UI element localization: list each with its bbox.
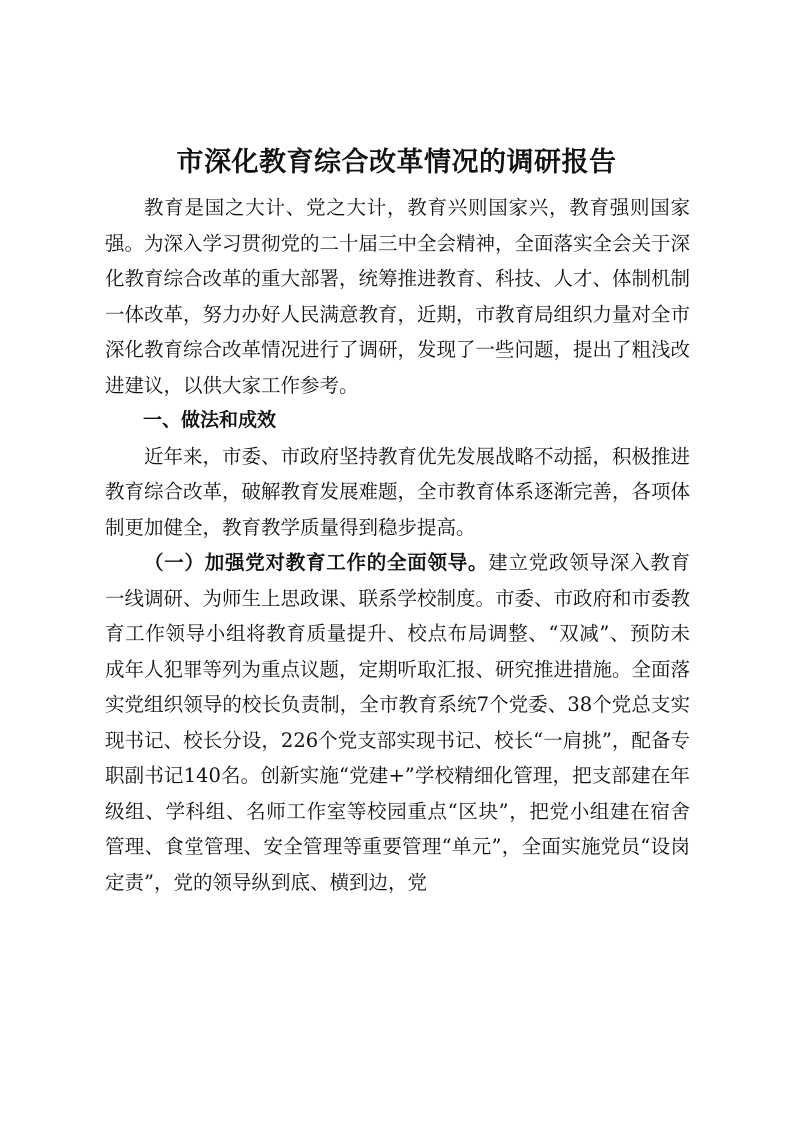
- subsection-text: 建立党政领导深入教育一线调研、为师生上思政课、联系学校制度。市委、市政府和市委教育工作领导小组将教育质量提升、校点布局调整、“双减”、预防未成年人犯罪等列为重点议题，定期听取汇报、研究推进措施。全面落实党组织领导的校长负责制，全市教育系统7个党委、38个党总支实现书记、校长分设，226个党支部实现书记、校长“一肩挑”，配备专职副书记140名。创新实施“党建+”学校精细化管理，把支部建在年级组、学科组、名师工作室等校园重点“区块”，把党小组建在宿舍管理、食堂管理、安全管理等重要管理“单元”，全面实施党员“设岗定责”，党的领导纵到底、横到边，党: [105, 551, 691, 894]
- document-title: 市深化教育综合改革情况的调研报告: [176, 147, 617, 178]
- document-body: [105, 190, 690, 900]
- intro-paragraph: 教育是国之大计、党之大计，教育兴则国家兴，教育强则国家强。为深入学习贯彻党的二十届三中全会精神，全面落实全会关于深化教育综合改革的重大部署，统筹推进教育、科技、人才、体制机制一体改革，努力办好人民满意教育，近期，市教育局组织力量对全市深化教育综合改革情况进行了调研，发现了一些问题，提出了粗浅改进建议，以供大家工作参考。: [105, 196, 691, 397]
- subsection-heading: （一）加强党对教育工作的全面领导。: [144, 551, 489, 574]
- section-overview-paragraph: 近年来，市委、市政府坚持教育优先发展战略不动摇，积极推进教育综合改革，破解教育发展难题，全市教育体系逐渐完善，各项体制更加健全，教育教学质量得到稳步提高。: [105, 444, 691, 539]
- subsection-paragraph: [105, 545, 690, 900]
- section-heading: 一、做法和成效: [143, 409, 277, 431]
